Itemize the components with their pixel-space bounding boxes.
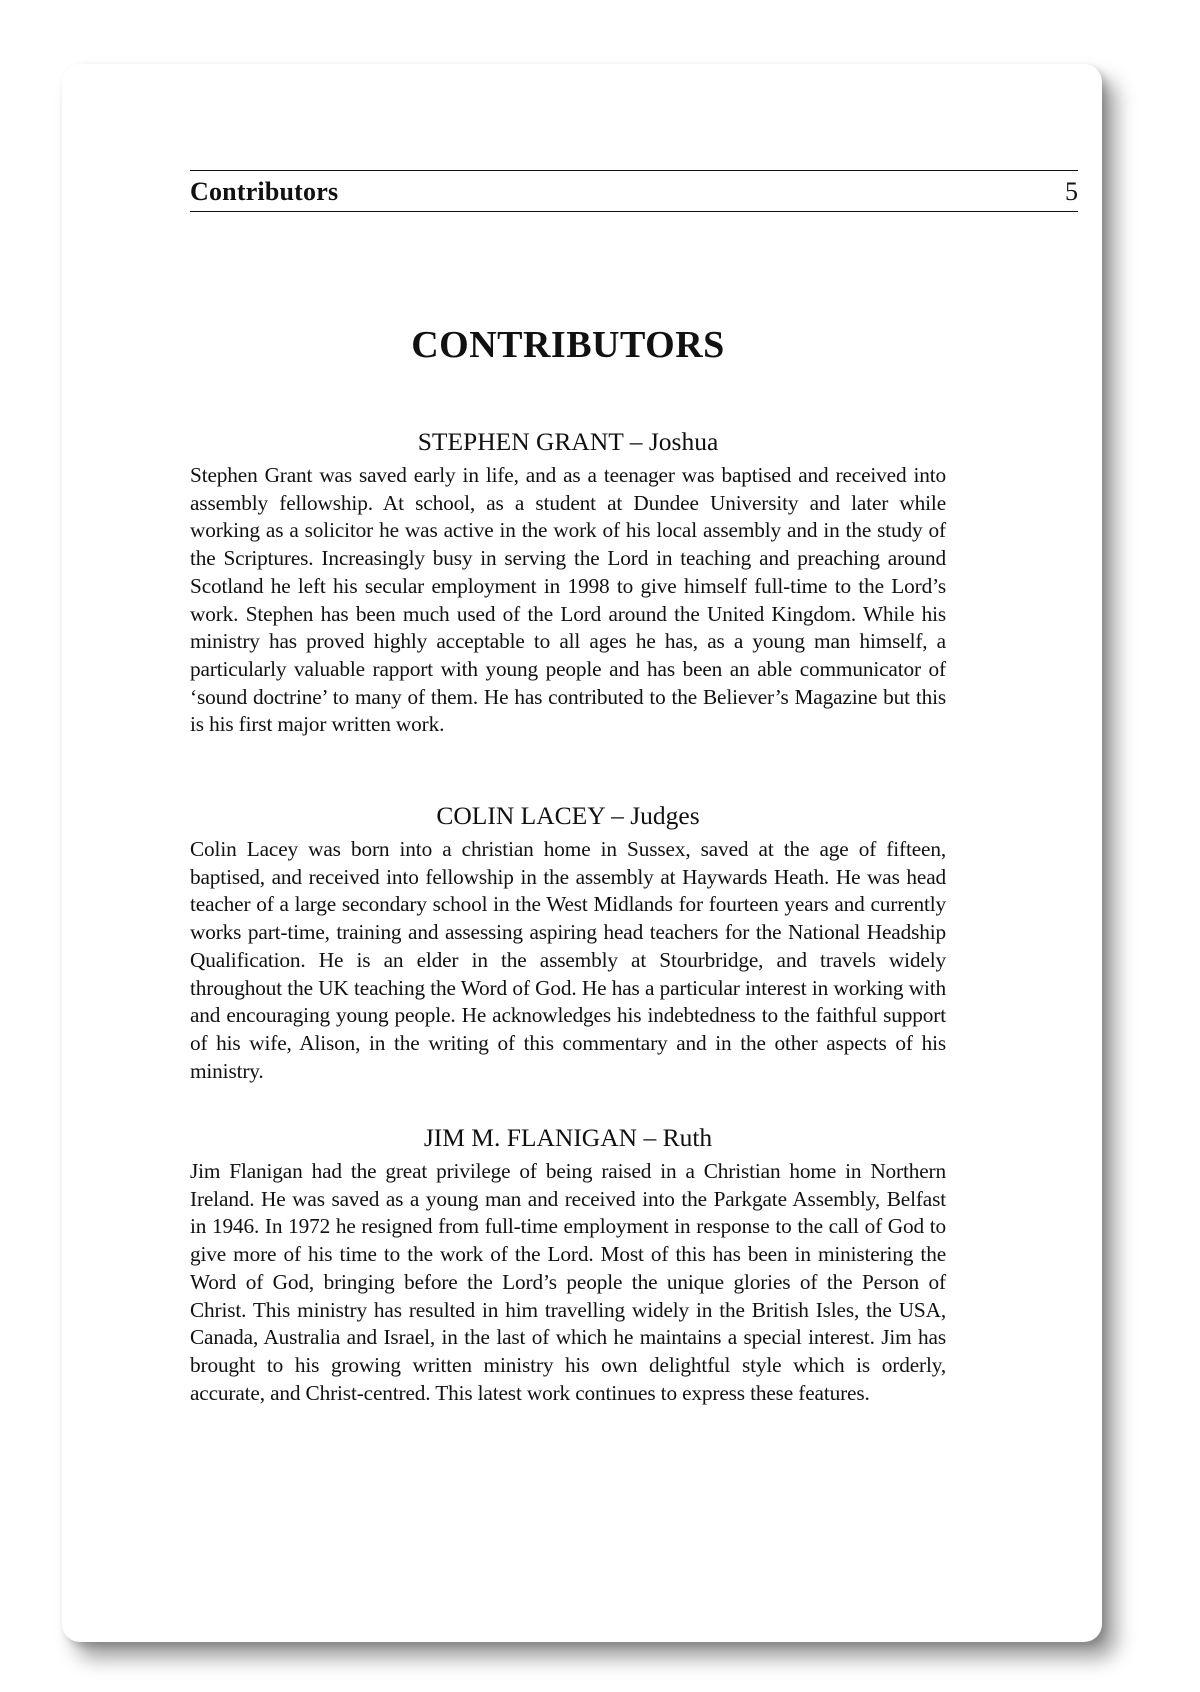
contributor-separator: – xyxy=(623,427,649,456)
contributor-entry xyxy=(190,1120,946,1407)
contributor-separator: – xyxy=(604,801,631,830)
page-number: 5 xyxy=(1065,177,1078,206)
contributor-bio: Colin Lacey was born into a christian home in Sussex, saved at the age of fifteen, baptised, and received into fellowship in the assembly at Haywards Heath. He was head teacher of a large secondary school in the West Midlands for fourteen years and currently works part-time, training and assessing aspiring head teachers for the National Headship Qualification. He is an elder in the assembly at Stourbridge, and travels widely throughout the UK teaching the Word of God. He has a particular interest in working with and encouraging young people. He acknowledges his indebtedness to the faithful support of his wife, Alison, in the writing of this commentary and in the other aspects of his ministry. xyxy=(190,837,946,1083)
contributor-entry xyxy=(190,798,946,1085)
running-head xyxy=(190,170,1078,212)
running-head-title: Contributors xyxy=(190,177,339,206)
contributor-book: Ruth xyxy=(662,1123,713,1152)
contributor-heading xyxy=(190,1120,946,1156)
contributor-separator: – xyxy=(637,1123,663,1152)
contributor-book: Joshua xyxy=(648,427,719,456)
page-title: CONTRIBUTORS xyxy=(411,324,725,366)
contributor-bio: Stephen Grant was saved early in life, and as a teenager was baptised and received into assembly fellowship. At school, as a student at Dundee University and later while working as a solicitor he was active in the work of his local assembly and in the study of the Scriptures. Increasingly busy in serving the Lord in teaching and preaching around Scotland he left his secular employment in 1998 to give himself full-time to the Lord’s work. Stephen has been much used of the Lord around the United Kingdom. While his ministry has proved highly acceptable to all ages he has, as a young man himself, a particularly valuable rapport with young people and has been an able communicator of ‘sound doctrine’ to many of them. He has contributed to the Believer’s Magazine but this is his first major written work. xyxy=(190,463,946,737)
contributor-heading xyxy=(190,424,946,460)
contributor-book: Judges xyxy=(630,801,700,830)
contributor-heading xyxy=(190,798,946,834)
contributor-bio: Jim Flanigan had the great privilege of being raised in a Christian home in Northern Ireland. He was saved as a young man and received into the Parkgate Assembly, Belfast in 1946. In 1972 he resigned from full-time employment in response to the call of God to give more of his time to the work of the Lord. Most of this has been in ministering the Word of God, bringing before the Lord’s people the unique glories of the Person of Christ. This ministry has resulted in him travelling widely in the British Isles, the USA, Canada, Australia and Israel, in the last of which he maintains a special interest. Jim has brought to his growing written ministry his own delightful style which is orderly, accurate, and Christ-centred. This latest work continues to express these features. xyxy=(190,1159,946,1405)
contributor-name: JIM M. FLANIGAN xyxy=(423,1123,638,1152)
contributor-name: COLIN LACEY xyxy=(436,801,605,830)
contributor-entry xyxy=(190,424,946,739)
contributor-name: STEPHEN GRANT xyxy=(417,427,624,456)
